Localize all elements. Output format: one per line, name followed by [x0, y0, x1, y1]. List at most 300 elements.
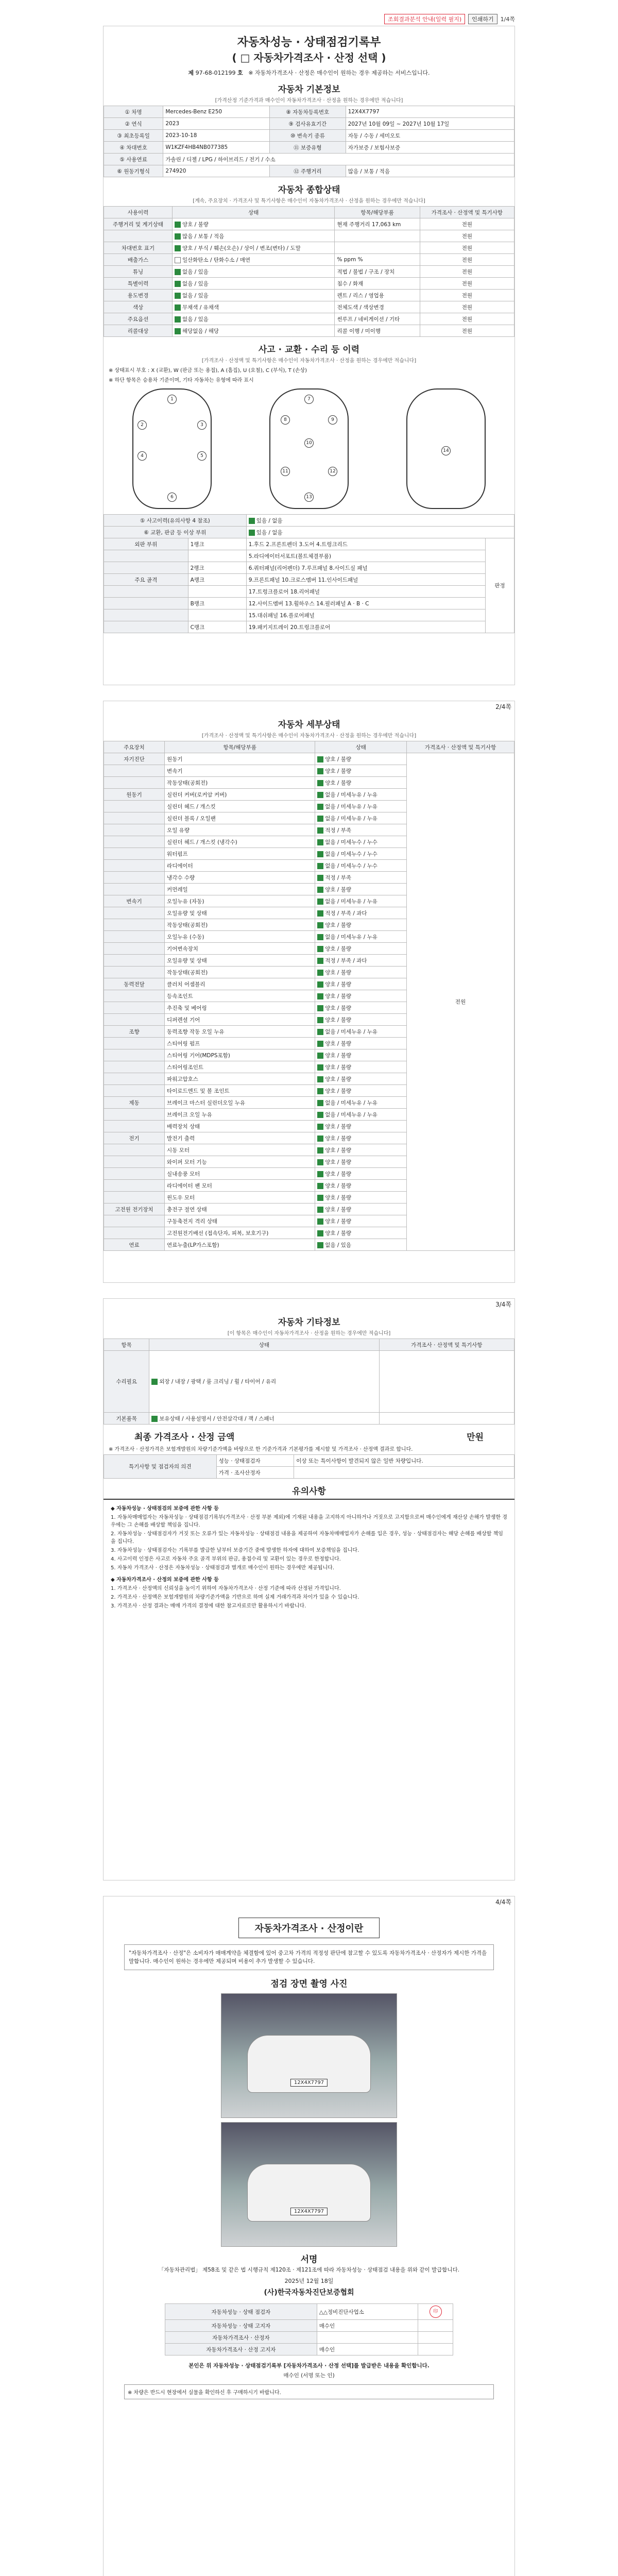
- status-cell: [315, 789, 407, 801]
- check-icon: [317, 887, 323, 893]
- signer-label: 자동차가격조사 · 산정자: [165, 2332, 317, 2344]
- status-text: 양호 / 불량: [325, 1016, 352, 1023]
- parts-list: 19.패키지트레이 20.트렁크플로어: [246, 621, 485, 633]
- status-text: 양호 / 불량: [325, 993, 352, 999]
- status-text: 양호 / 불량: [325, 1159, 352, 1165]
- status-text: 적정 / 부족: [325, 827, 352, 834]
- check-icon: [317, 875, 323, 881]
- item-label: 시동 모터: [165, 1144, 315, 1156]
- signer-label: 자동차성능 · 상태 점검자: [165, 2304, 317, 2320]
- check-icon: [317, 958, 323, 964]
- group-label: [104, 1073, 165, 1085]
- status-text: 없음 / 미세누유 / 누유: [325, 815, 377, 822]
- basic-label: ⑧ 자동차등록번호: [270, 106, 346, 118]
- col-header: 주요장치: [104, 741, 165, 753]
- table-header: [104, 207, 514, 218]
- group-label: [104, 765, 165, 777]
- car-diagram: [104, 383, 514, 514]
- row-label: 특별이력: [104, 278, 173, 290]
- table-row: [104, 609, 514, 621]
- parts-list: 15.대쉬패널 16.플로어패널: [246, 609, 485, 621]
- group-label: 연료: [104, 1239, 165, 1251]
- check-icon: [249, 518, 255, 524]
- check-icon: [317, 899, 323, 905]
- status-cell: [315, 777, 407, 789]
- item-label: 브레이크 마스터 실린더오일 누유: [165, 1097, 315, 1109]
- signer-value: △△정비진단사업소: [317, 2304, 418, 2320]
- col-header: 항목/해당부품: [335, 207, 420, 218]
- accident-legend2: ※ 하단 항목은 승용차 기준이며, 기타 자동차는 유형에 따라 표시: [109, 378, 254, 383]
- other-title: 자동차 기타정보: [278, 1317, 340, 1328]
- table-row: [104, 254, 514, 266]
- status-text: 없음 / 있음: [182, 280, 209, 287]
- price-text: 전원: [420, 278, 514, 290]
- status-text: 양호 / 불량: [325, 1040, 352, 1047]
- check-icon: [317, 946, 323, 952]
- status-cell: [315, 1215, 407, 1227]
- page-number: 1/4쪽: [500, 16, 515, 23]
- status-text: 적정 / 부족: [325, 874, 352, 881]
- part-marker: 4: [138, 451, 147, 461]
- detail-table: [104, 741, 514, 1251]
- row-label: 배출가스: [104, 254, 173, 266]
- signer-value: 매수인: [317, 2344, 418, 2355]
- summary-table: [104, 206, 514, 337]
- item-label: 냉각수 수량: [165, 872, 315, 884]
- group-label: [104, 1049, 165, 1061]
- status-text: 양호 / 불량: [325, 768, 352, 774]
- check-icon: [317, 827, 323, 834]
- check-icon: [317, 981, 323, 988]
- table-row: [104, 621, 514, 633]
- status-cell: [172, 278, 334, 290]
- check-icon: [317, 780, 323, 786]
- page-number: 2/4쪽: [495, 703, 511, 710]
- part-marker: 14: [441, 446, 451, 455]
- basic-label: ⑨ 검사유효기간: [270, 118, 346, 130]
- group-label: [104, 1180, 165, 1192]
- check-icon: [175, 233, 181, 240]
- status-text: 양호 / 불량: [325, 1230, 352, 1236]
- rank-label: 1랭크: [188, 538, 246, 550]
- sign-org: (사)한국자동차진단보증협회: [264, 2289, 354, 2297]
- photo-title: 점검 장면 촬영 사진: [270, 1979, 348, 1989]
- item-label: 클러치 어셈블리: [165, 978, 315, 990]
- status-cell: [172, 313, 334, 325]
- check-icon: [317, 1207, 323, 1213]
- status-text: 없음 / 미세누유 / 누유: [325, 803, 377, 810]
- parts-list: 1.후드 2.프론트펜더 3.도어 4.트렁크리드: [246, 538, 485, 550]
- group-label: [104, 907, 165, 919]
- basic-label: ④ 차대번호: [104, 142, 163, 154]
- status-text: 양호 / 불량: [325, 1194, 352, 1201]
- item-label: 라디에이터: [165, 860, 315, 872]
- status-text: 외장 / 내장 / 광택 / 룸 크리닝 / 휠 / 타이어 / 유리: [159, 1379, 277, 1385]
- status-cell: [315, 848, 407, 860]
- table-row: [104, 1413, 514, 1425]
- group-label: [104, 1085, 165, 1097]
- price-text: 전원: [420, 242, 514, 254]
- group-label: [104, 621, 188, 633]
- group-label: 조향: [104, 1026, 165, 1038]
- doc-subtitle: ( □ 자동차가격조사 · 산정 선택 ): [232, 52, 386, 64]
- status-cell: [315, 765, 407, 777]
- item-label: 실린더 헤드 / 개스킷: [165, 801, 315, 812]
- basic-value: 가솔린 / 디젤 / LPG / 하이브리드 / 전기 / 수소: [163, 154, 514, 165]
- notes-title: 유의사항: [292, 1486, 326, 1497]
- status-text: 없음 / 있음: [182, 268, 209, 275]
- basic-title: 자동차 기본정보: [278, 84, 340, 95]
- group-label: 외판 부위: [104, 538, 188, 550]
- status-cell: [315, 884, 407, 895]
- check-icon: [317, 934, 323, 940]
- table-row: [104, 598, 514, 609]
- group-label: [104, 860, 165, 872]
- check-icon: [317, 1183, 323, 1189]
- check-icon: [317, 1218, 323, 1225]
- status-text: 양호 / 불량: [325, 1147, 352, 1154]
- status-cell: [315, 1227, 407, 1239]
- status-text: 양호 / 불량: [325, 1123, 352, 1130]
- final-table: [104, 1454, 514, 1479]
- notes-block1: ◆ 자동차성능 · 상태점검의 보증에 관한 사항 등: [111, 1506, 219, 1512]
- status-cell: [315, 1144, 407, 1156]
- basic-value: 2023-10-18: [163, 130, 270, 142]
- status-text: 없음 / 미세누유 / 누유: [325, 791, 377, 798]
- table-row: [165, 2320, 453, 2332]
- status-text: 양호 / 불량: [325, 756, 352, 762]
- basic-value: 자동 / 수동 / 세미오토: [346, 130, 514, 142]
- accident-note: [가격조사 · 산정액 및 특기사항은 매수인이 자동차가격조사 · 산정을 원하는 경우에만 적습니다]: [201, 358, 417, 364]
- part-marker: 13: [304, 493, 314, 502]
- check-icon: [317, 970, 323, 976]
- basic-label: ⑩ 변속기 종류: [270, 130, 346, 142]
- check-icon: [317, 1171, 323, 1177]
- status-text: 없음 / 미세누수 / 누수: [325, 839, 377, 845]
- warning-button[interactable]: 조회결과분석 안내(일력 필지): [384, 14, 465, 24]
- group-label: [104, 967, 165, 978]
- status-text: 양호 / 불량: [325, 779, 352, 786]
- footer-line3: ※ 차량은 반드시 현장에서 실물을 확인하신 후 구매하시기 바랍니다.: [124, 2384, 494, 2399]
- status-cell: [315, 1049, 407, 1061]
- status-cell: [315, 860, 407, 872]
- notes-paragraph: 5. 자동차 가격조사 · 산정은 자동차성능 · 상태점검과 별개로 매수인이 원하는 경우에만 제공됩니다.: [111, 1565, 334, 1571]
- table-row: [104, 130, 514, 142]
- status-cell: [315, 1097, 407, 1109]
- status-cell: [172, 290, 334, 301]
- notes-paragraph: 3. 자동차성능 · 상태점검자는 기록부를 발급한 날부터 보증기간 중에 발생한 하자에 대하여 보증책임을 집니다.: [111, 1548, 359, 1553]
- basic-label: ② 연식: [104, 118, 163, 130]
- group-label: [104, 836, 165, 848]
- status-cell: [315, 943, 407, 955]
- check-icon: [317, 1112, 323, 1118]
- part-marker: 10: [304, 438, 314, 448]
- detail-text: 렌트 / 리스 / 영업용: [335, 290, 420, 301]
- status-text: 양호 / 불량: [325, 1005, 352, 1011]
- item-label: 충전구 절연 상태: [165, 1204, 315, 1215]
- basic-note: [가격산정 기준가격과 매수인이 자동차가격조사 · 산정을 원하는 경우에만 적습니다]: [215, 98, 403, 104]
- row-label: 리콜대상: [104, 325, 173, 337]
- status-cell: [246, 527, 514, 538]
- table-header: [104, 741, 514, 753]
- detail-title: 자동차 세부상태: [278, 720, 340, 730]
- item-label: 브레이크 오일 누유: [165, 1109, 315, 1121]
- number-label: 제: [188, 70, 194, 76]
- row-label: 차대번호 표기: [104, 242, 173, 254]
- price-text: 전원: [420, 254, 514, 266]
- footer-line2: 매수인 (서명 또는 인): [283, 2372, 335, 2379]
- summary-note: [계속, 주요장치 · 가격조사 및 특기사항은 매수인이 자동차가격조사 · 산정을 원하는 경우에만 적습니다]: [193, 198, 425, 204]
- item-label: 커먼레일: [165, 884, 315, 895]
- status-text: 적정 / 부족 / 과다: [325, 957, 367, 964]
- table-row: [165, 2332, 453, 2344]
- table-row: [104, 230, 514, 242]
- status-text: 보유상태 / 사용설명서 / 안전삼각대 / 잭 / 스패너: [159, 1415, 274, 1422]
- table-row: [104, 574, 514, 586]
- status-cell: [315, 1109, 407, 1121]
- detail-text: % ppm %: [335, 254, 420, 266]
- item-label: 연료누출(LP가스포함): [165, 1239, 315, 1251]
- group-label: [104, 598, 188, 609]
- page-number: 3/4쪽: [495, 1301, 511, 1308]
- signer-label: 자동차성능 · 상태 고지자: [165, 2320, 317, 2332]
- status-text: 양호 / 불량: [325, 945, 352, 952]
- part-marker: 5: [197, 451, 207, 461]
- other-table: [104, 1338, 514, 1425]
- price-text: 전원: [420, 313, 514, 325]
- status-cell: [172, 301, 334, 313]
- status-text: 없음 / 미세누수 / 누수: [325, 862, 377, 869]
- status-cell: [315, 931, 407, 943]
- check-icon: [317, 1195, 323, 1201]
- status-cell: [315, 895, 407, 907]
- inspector-opinion: 이상 또는 특이사항이 발견되지 않은 일반 차량입니다.: [294, 1455, 514, 1467]
- group-label: [104, 1061, 165, 1073]
- table-header: [104, 1339, 514, 1351]
- detail-text: 침수 / 화재: [335, 278, 420, 290]
- group-label: [104, 990, 165, 1002]
- row-label: 기본품목: [104, 1413, 149, 1425]
- status-cell: [315, 978, 407, 990]
- basic-value: Mercedes-Benz E250: [163, 106, 270, 118]
- item-label: 고전원전기배선 (접속단자, 피복, 보호기구): [165, 1227, 315, 1239]
- item-label: 타이로드엔드 및 볼 조인트: [165, 1085, 315, 1097]
- basic-value: 자가보증 / 보험사보증: [346, 142, 514, 154]
- status-cell: [172, 325, 334, 337]
- status-cell: [172, 266, 334, 278]
- row-label: 색상: [104, 301, 173, 313]
- price-text: 전원: [420, 218, 514, 230]
- status-text: 양호 / 불량: [325, 981, 352, 988]
- parts-list: 9.프론트패널 10.크로스멤버 11.인사이드패널: [246, 574, 485, 586]
- group-label: [104, 1038, 165, 1049]
- col-header: 가격조사 · 산정액 및 특기사항: [379, 1339, 514, 1351]
- col-header: 사용이력: [104, 207, 173, 218]
- notes-paragraph: 2. 가격조사 · 산정액은 보험개발원의 차량기준가액을 기반으로 하며 실제 거래가격과 차이가 있을 수 있습니다.: [111, 1595, 359, 1600]
- detail-text: 전체도색 / 색상변경: [335, 301, 420, 313]
- table-row: [104, 515, 514, 527]
- status-text: 없음 / 있음: [182, 316, 209, 323]
- signer-value: [317, 2332, 418, 2344]
- group-label: [104, 1215, 165, 1227]
- item-label: 실내송풍 모터: [165, 1168, 315, 1180]
- status-text: 양호 / 불량: [325, 922, 352, 928]
- check-icon: [317, 1159, 323, 1165]
- col-header: 가격조사 · 산정액 및 특기사항: [420, 207, 514, 218]
- doc-number-line: [104, 69, 514, 77]
- row-label: 특기사항 및 점검자의 의견: [104, 1455, 217, 1479]
- status-text: 양호 / 불량: [325, 1206, 352, 1213]
- basic-label: ⑤ 사용연료: [104, 154, 163, 165]
- table-row: [104, 266, 514, 278]
- table-row: [104, 313, 514, 325]
- license-plate: 12X4X7797: [290, 2208, 328, 2215]
- parts-list: 5.라디에이터서포트(볼트체결부품): [246, 550, 485, 562]
- group-label: [104, 777, 165, 789]
- status-text: 양호 / 불량: [325, 1218, 352, 1225]
- item-label: 원동기: [165, 753, 315, 765]
- row-label: 주요옵션: [104, 313, 173, 325]
- status-cell: [172, 218, 334, 230]
- check-icon: [175, 281, 181, 287]
- sign-table: [165, 2303, 453, 2355]
- check-icon: [317, 863, 323, 869]
- col-header: 가격조사 · 산정액 및 특기사항: [407, 741, 514, 753]
- item-label: 발전기 출력: [165, 1132, 315, 1144]
- item-label: 디퍼렌셜 기어: [165, 1014, 315, 1026]
- status-text: 없음 / 미세누유 / 누유: [325, 1028, 377, 1035]
- row-label: 주행거리 및 계기상태: [104, 218, 173, 230]
- basic-value: 274920: [163, 165, 270, 177]
- status-cell: [315, 1204, 407, 1215]
- group-label: [104, 1168, 165, 1180]
- check-icon: [317, 1100, 323, 1106]
- summary-title: 자동차 종합상태: [278, 185, 340, 195]
- row-label: 튜닝: [104, 266, 173, 278]
- group-label: [104, 872, 165, 884]
- part-marker: 12: [328, 467, 337, 476]
- table-row: [104, 154, 514, 165]
- status-cell: [315, 1014, 407, 1026]
- group-label: 주요 골격: [104, 574, 188, 586]
- car-outline-front: [132, 388, 212, 509]
- check-icon: [249, 530, 255, 536]
- status-cell: [315, 1192, 407, 1204]
- table-row: [104, 527, 514, 538]
- item-label: 라디에이터 팬 모터: [165, 1180, 315, 1192]
- col-header: 항목/해당부품: [165, 741, 315, 753]
- check-icon: [317, 756, 323, 762]
- group-label: [104, 801, 165, 812]
- status-cell: [315, 753, 407, 765]
- status-text: 없음 / 미세누유 / 누유: [325, 898, 377, 905]
- photo-front: [221, 1993, 397, 2118]
- status-cell: [315, 955, 407, 967]
- status-cell: [246, 515, 514, 527]
- part-marker: 7: [304, 395, 314, 404]
- final-title-row: [104, 1425, 514, 1443]
- item-label: 작동상태(공회전): [165, 777, 315, 789]
- detail-text: [335, 242, 420, 254]
- group-label: [104, 812, 165, 824]
- page-number: 4/4쪽: [495, 1899, 511, 1906]
- status-text: 없음 / 있음: [182, 292, 209, 299]
- page-4: [103, 1896, 515, 2576]
- status-cell: [315, 1038, 407, 1049]
- table-row: [104, 218, 514, 230]
- check-icon: [317, 922, 323, 928]
- check-icon: [175, 304, 181, 311]
- group-label: [104, 562, 188, 574]
- status-cell: [315, 967, 407, 978]
- group-label: [104, 931, 165, 943]
- table-row: [104, 550, 514, 562]
- item-label: 파워고압호스: [165, 1073, 315, 1085]
- status-text: 양호 / 불량: [325, 1076, 352, 1082]
- check-icon: [317, 768, 323, 774]
- table-row: [104, 301, 514, 313]
- stamp-icon: 印: [430, 2306, 442, 2318]
- status-text: 무채색 / 유채색: [182, 304, 219, 311]
- group-label: [104, 1002, 165, 1014]
- detail-note: [가격조사 · 산정액 및 특기사항은 매수인이 자동차가격조사 · 산정을 원하는 경우에만 적습니다]: [201, 733, 417, 739]
- other-note: [이 항목은 매수인이 자동차가격조사 · 산정을 원하는 경우에만 적습니다]: [227, 1331, 391, 1336]
- status-text: 양호 / 불량: [325, 1135, 352, 1142]
- check-icon: [317, 816, 323, 822]
- signer-value: 매수인: [317, 2320, 418, 2332]
- item-label: 오일누유 (수동): [165, 931, 315, 943]
- check-icon: [317, 1005, 323, 1011]
- status-text: 양호 / 불량: [325, 886, 352, 893]
- group-label: [104, 943, 165, 955]
- item-label: 실린더 헤드 / 개스킷 (냉각수): [165, 836, 315, 848]
- group-label: [104, 1156, 165, 1168]
- rank-label: C랭크: [188, 621, 246, 633]
- part-marker: 11: [281, 467, 290, 476]
- detail-body: [104, 753, 514, 1251]
- row-label: 수리필요: [104, 1351, 149, 1413]
- print-button[interactable]: 인쇄하기: [468, 14, 497, 24]
- row-label: ⑤ 사고이력(유의사항 4 참조): [104, 515, 247, 527]
- table-row: [104, 118, 514, 130]
- detail-text: 썬루프 / 네비게이션 / 기타: [335, 313, 420, 325]
- status-text: 많음 / 보통 / 적음: [182, 233, 225, 240]
- status-cell: [315, 1168, 407, 1180]
- status-cell: [172, 230, 334, 242]
- status-text: 없음 / 미세누유 / 누유: [325, 1111, 377, 1118]
- appraiser-opinion: [294, 1467, 514, 1479]
- item-label: 오일유량 및 상태: [165, 907, 315, 919]
- table-row: [165, 2304, 453, 2320]
- page-2: [103, 701, 515, 1283]
- item-label: 실린더 블록 / 오일팬: [165, 812, 315, 824]
- price-text: 전원: [420, 325, 514, 337]
- check-icon: [317, 1017, 323, 1023]
- check-icon: [317, 839, 323, 845]
- photo-rear: [221, 2122, 397, 2247]
- check-icon: [317, 1029, 323, 1035]
- item-label: 오일유량 및 상태: [165, 955, 315, 967]
- basic-table: [104, 106, 514, 177]
- part-marker: 9: [328, 415, 337, 425]
- rank-label: [188, 586, 246, 598]
- price-text: 전원: [420, 301, 514, 313]
- car-outline-frame: [269, 388, 349, 509]
- table-row: [165, 2344, 453, 2355]
- item-label: 스티어링 기어(MDPS포함): [165, 1049, 315, 1061]
- group-label: [104, 919, 165, 931]
- status-text: 없음 / 미세누유 / 누유: [325, 1099, 377, 1106]
